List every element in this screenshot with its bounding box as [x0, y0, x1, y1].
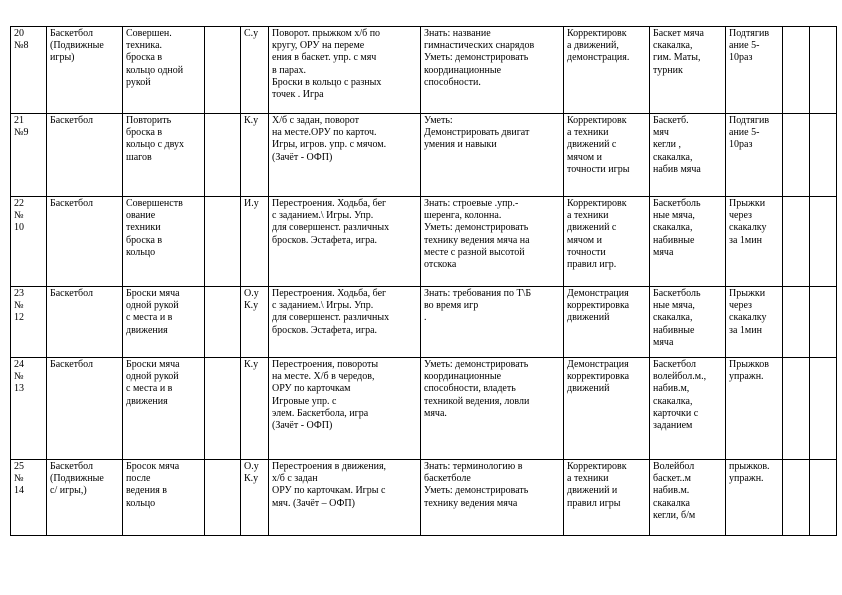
homework-cell: Подтягив ание 5- 10раз: [726, 114, 783, 197]
table-row: [11, 358, 837, 460]
correction-cell: Демонстрация корректировка движений: [564, 358, 650, 460]
blank-cell: [205, 114, 241, 197]
expected-skills-cell: Знать: требования по Т\Б во время игр .: [421, 287, 564, 358]
empty-cell: [783, 114, 810, 197]
activity-cell: Перестроения. Ходьба, бег с заданием.\ Игры. Упр. для совершенст. различных бросков. Эстафета, игра.: [269, 287, 421, 358]
blank-cell: [205, 27, 241, 114]
lesson-content-cell: Совершен. техника. броска в кольцо одной рукой: [123, 27, 205, 114]
homework-cell: Прыжки через скакалку за 1мин: [726, 287, 783, 358]
expected-skills-cell: Знать: название гимнастических снарядов Уметь: демонстрировать координационные способности.: [421, 27, 564, 114]
lesson-content-cell: Броски мяча одной рукой с места и в движения: [123, 287, 205, 358]
equipment-cell: Баскетб. мяч кегли , скакалка, набив мяча: [650, 114, 726, 197]
topic-cell: Баскетбол: [47, 287, 123, 358]
blank-cell: [205, 358, 241, 460]
correction-cell: Корректировк а движений, демонстрация.: [564, 27, 650, 114]
expected-skills-cell: Знать: терминологию в баскетболе Уметь: демонстрировать технику ведения мяча: [421, 460, 564, 536]
lesson-number-cell: 20 №8: [11, 27, 47, 114]
empty-cell: [810, 358, 837, 460]
empty-cell: [810, 287, 837, 358]
table-row: [11, 197, 837, 287]
topic-cell: Баскетбол: [47, 197, 123, 287]
lesson-content-cell: Бросок мяча после ведения в кольцо: [123, 460, 205, 536]
correction-cell: Корректировк а техники движений с мячом и точности правил игр.: [564, 197, 650, 287]
lesson-content-cell: Броски мяча одной рукой с места и в движения: [123, 358, 205, 460]
equipment-cell: Баскетбол волейбол.м., набив.м, скакалка, карточки с заданием: [650, 358, 726, 460]
activity-cell: Поворот. прыжком х/б по кругу, ОРУ на переме ения в баскет. упр. с мяч в парах. Броски в кольцо с разных точек . Игра: [269, 27, 421, 114]
table-row: [11, 114, 837, 197]
blank-cell: [205, 197, 241, 287]
equipment-cell: Баскет мяча скакалка, гим. Маты, турник: [650, 27, 726, 114]
equipment-cell: Волейбол баскет..м набив.м. скакалка кегли, б/м: [650, 460, 726, 536]
lesson-type-cell: К.у: [241, 114, 269, 197]
lesson-number-cell: 21 №9: [11, 114, 47, 197]
lesson-number-cell: 22 № 10: [11, 197, 47, 287]
topic-cell: Баскетбол: [47, 114, 123, 197]
empty-cell: [810, 460, 837, 536]
lesson-number-cell: 24 № 13: [11, 358, 47, 460]
empty-cell: [783, 460, 810, 536]
blank-cell: [205, 287, 241, 358]
expected-skills-cell: Уметь: Демонстрировать двигат умения и навыки: [421, 114, 564, 197]
activity-cell: Перестроения, повороты на месте. Х/б в чередов, ОРУ по карточкам Игровые упр. с элем. Баскетбола, игра (Зачёт - ОФП): [269, 358, 421, 460]
expected-skills-cell: Знать: строевые .упр.- шеренга, колонна. Уметь: демонстрировать технику ведения мяча на месте с разной высотой отскока: [421, 197, 564, 287]
correction-cell: Корректировк а техники движений с мячом и точности игры: [564, 114, 650, 197]
homework-cell: Прыжков упражн.: [726, 358, 783, 460]
empty-cell: [810, 197, 837, 287]
empty-cell: [783, 197, 810, 287]
lesson-number-cell: 23 № 12: [11, 287, 47, 358]
correction-cell: Демонстрация корректировка движений: [564, 287, 650, 358]
empty-cell: [810, 27, 837, 114]
activity-cell: Перестроения. Ходьба, бег с заданием.\ Игры. Упр. для совершенст. различных бросков. Эстафета, игра.: [269, 197, 421, 287]
empty-cell: [810, 114, 837, 197]
lesson-type-cell: И.у: [241, 197, 269, 287]
homework-cell: Подтягив ание 5- 10раз: [726, 27, 783, 114]
lesson-plan-table: [10, 26, 837, 536]
empty-cell: [783, 27, 810, 114]
lesson-type-cell: К.у: [241, 358, 269, 460]
table-row: [11, 287, 837, 358]
activity-cell: Х/б с задан, поворот на месте.ОРУ по карточ. Игры, игров. упр. с мячом. (Зачёт - ОФП): [269, 114, 421, 197]
equipment-cell: Баскетболь ные мяча, скакалка, набивные мяча: [650, 197, 726, 287]
expected-skills-cell: Уметь: демонстрировать координационные способности, владеть техникой ведения, ловли мяча.: [421, 358, 564, 460]
topic-cell: Баскетбол: [47, 358, 123, 460]
empty-cell: [783, 287, 810, 358]
lesson-type-cell: О.у К.у: [241, 460, 269, 536]
lesson-content-cell: Повторить броска в кольцо с двух шагов: [123, 114, 205, 197]
correction-cell: Корректировк а техники движений и правил игры: [564, 460, 650, 536]
homework-cell: Прыжки через скакалку за 1мин: [726, 197, 783, 287]
lesson-number-cell: 25 № 14: [11, 460, 47, 536]
activity-cell: Перестроения в движения, х/б с задан ОРУ по карточкам. Игры с мяч. (Зачёт – ОФП): [269, 460, 421, 536]
table-row: [11, 460, 837, 536]
lesson-content-cell: Совершенств ование техники броска в кольцо: [123, 197, 205, 287]
table-row: [11, 27, 837, 114]
blank-cell: [205, 460, 241, 536]
empty-cell: [783, 358, 810, 460]
topic-cell: Баскетбол (Подвижные игры): [47, 27, 123, 114]
lesson-type-cell: С.у: [241, 27, 269, 114]
lesson-type-cell: О.у К.у: [241, 287, 269, 358]
topic-cell: Баскетбол (Подвижные с/ игры,): [47, 460, 123, 536]
homework-cell: прыжков. упражн.: [726, 460, 783, 536]
equipment-cell: Баскетболь ные мяча, скакалка, набивные мяча: [650, 287, 726, 358]
